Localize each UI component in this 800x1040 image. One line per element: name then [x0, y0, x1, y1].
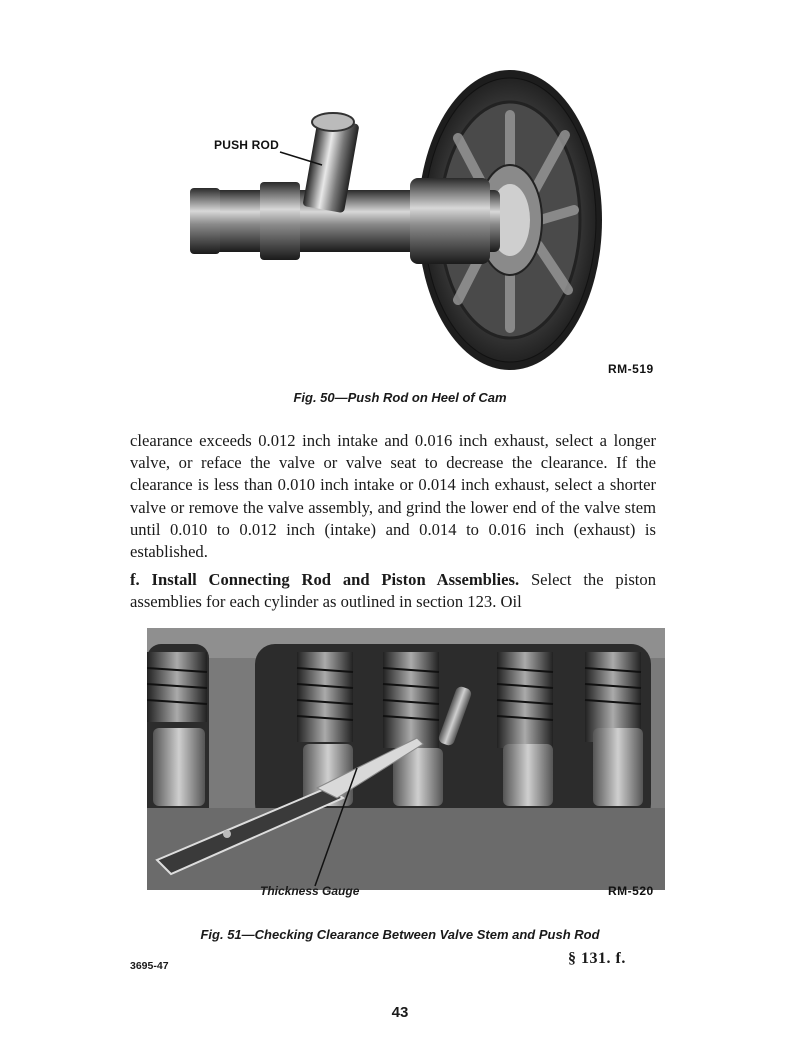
paragraph-install-text: Select the piston assemblies for each cylinder as outlined in section 123. Oil — [130, 570, 656, 612]
figure-51-image — [147, 628, 665, 890]
paragraph-clearance: clearance exceeds 0.012 inch intake and 0.016 inch exhaust, select a longer valve, or reface the valve or valve seat to decrease the clearance. If the clearance is less than 0.010 inch intake or 0.014 inch exhaust, select a shorter valve or remove the valve assembly, and grind the lower end of the valve stem until 0.010 to 0.012 inch (intake) and 0.014 to 0.016 inch (exhaust) is established. — [130, 431, 656, 562]
section-heading-f: f. Install Connecting Rod and Piston Assemblies. — [130, 570, 520, 590]
figure-51-caption: Fig. 51—Checking Clearance Between Valve Stem and Push Rod — [200, 927, 600, 942]
section-reference: § 131. f. — [568, 950, 626, 967]
paragraph-install — [130, 569, 656, 613]
push-rod-label: PUSH ROD — [214, 138, 279, 152]
document-code: 3695-47 — [130, 960, 169, 972]
figure-50-caption: Fig. 50—Push Rod on Heel of Cam — [293, 390, 507, 405]
figure-50-image — [170, 70, 670, 390]
body-text — [130, 430, 656, 614]
thickness-gauge-label: Thickness Gauge — [260, 884, 360, 898]
page-number: 43 — [391, 1004, 409, 1021]
figure-51-ref: RM-520 — [608, 884, 654, 898]
figure-50-ref: RM-519 — [608, 362, 654, 376]
